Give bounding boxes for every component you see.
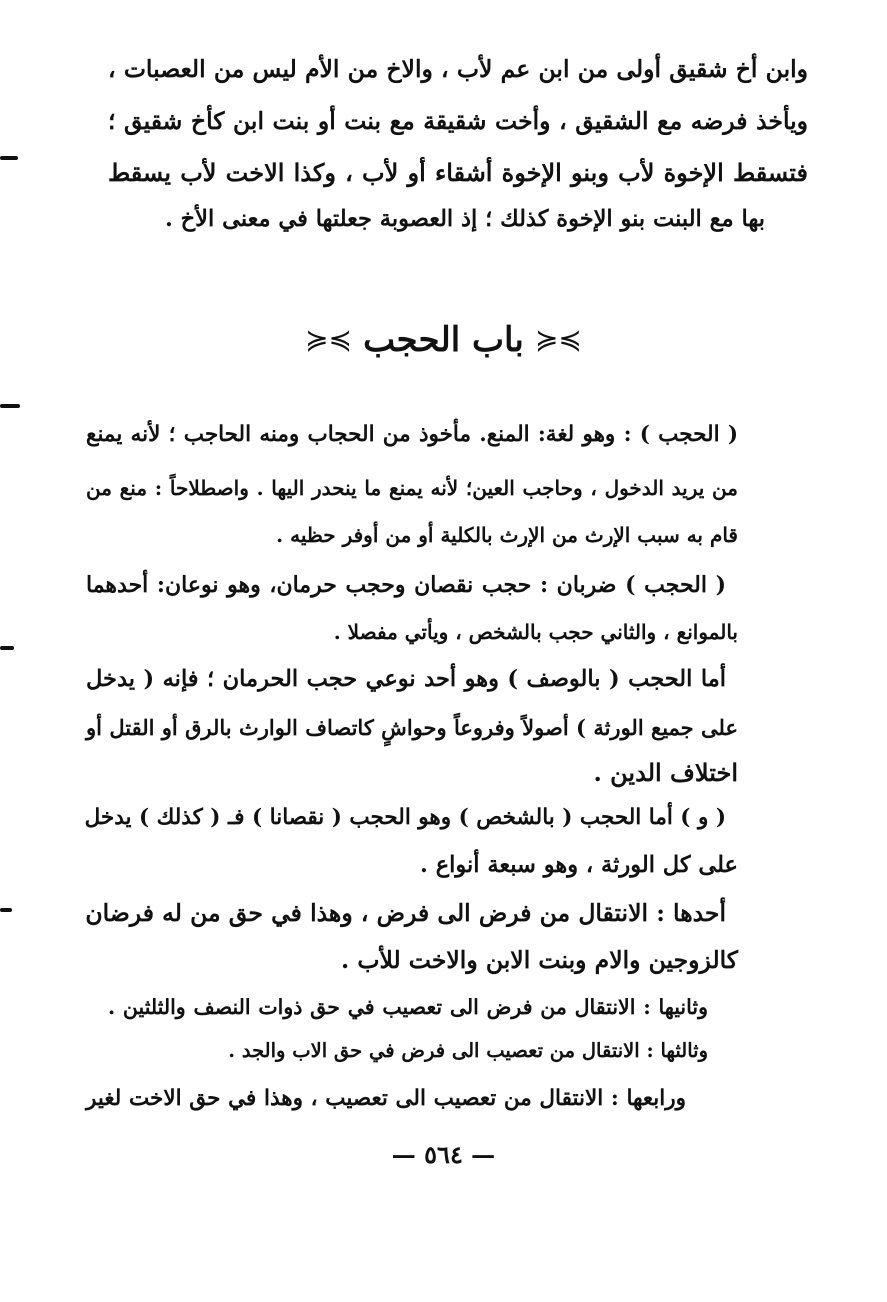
- binding-mark: [0, 646, 14, 650]
- text-line: ( الحجب ) ضربان : حجب نقصان وحجب حرمان، وهو نوعان: أحدهما: [86, 572, 726, 598]
- text-line: ( و ) أما الحجب ( بالشخص ) وهو الحجب ( نقصانا ) فـ ( كذلك ) يدخل: [84, 805, 726, 830]
- text-line: بها مع البنت بنو الإخوة كذلك ؛ إذ العصوبة جعلتها في معنى الأخ .: [164, 206, 765, 232]
- page-number: — ٥٦٤ —: [391, 1140, 496, 1169]
- text-line: وابن أخ شقيق أولى من ابن عم لأب ، والاخ من الأم ليس من العصبات ،: [108, 55, 808, 83]
- text-line: على كل الورثة ، وهو سبعة أنواع .: [420, 852, 738, 878]
- text-line: ( الحجب ) : وهو لغة: المنع. مأخوذ من الحجاب ومنه الحاجب ؛ لأنه يمنع: [86, 422, 738, 447]
- text-line: من يريد الدخول ، وحاجب العين؛ لأنه يمنع ما ينحدر اليها . واصطلاحاً : منع من: [86, 476, 738, 500]
- text-line: بالموانع ، والثاني حجب بالشخص ، ويأتي مفصلا .: [333, 620, 738, 644]
- text-line: فتسقط الإخوة لأب وبنو الإخوة أشقاء أو لأب ، وكذا الاخت لأب يسقط: [108, 158, 808, 187]
- ornament-left-icon: ≽≼: [305, 323, 353, 356]
- text-line: قام به سبب الإرث من الإرث بالكلية أو من أوفر حظيه .: [276, 523, 738, 547]
- binding-mark: [0, 156, 18, 160]
- section-title: باب الحجب: [363, 320, 524, 360]
- binding-mark: [0, 404, 20, 408]
- text-line: أما الحجب ( بالوصف ) وهو أحد نوعي حجب الحرمان ؛ فإنه ( يدخل: [86, 666, 726, 692]
- text-line: على جميع الورثة ) أصولاً وفروعاً وحواشٍ كاتصاف الوارث بالرق أو القتل أو: [86, 715, 738, 740]
- text-line: كالزوجين والام وبنت الابن والاخت للأب .: [340, 946, 738, 974]
- text-line: أحدها : الانتقال من فرض الى فرض ، وهذا في حق من له فرضان: [85, 899, 726, 927]
- text-line: ويأخذ فرضه مع الشقيق ، وأخت شقيقة مع بنت أو بنت ابن كأخ شقيق ؛: [108, 107, 808, 135]
- section-heading: [0, 318, 887, 362]
- binding-mark: [0, 908, 12, 912]
- text-line: وثانيها : الانتقال من فرض الى تعصيب في حق ذوات النصف والثلثين .: [108, 995, 708, 1019]
- ornament-right-icon: ≽≼: [534, 323, 582, 356]
- text-line: وثالثها : الانتقال من تعصيب الى فرض في حق الاب والجد .: [228, 1039, 708, 1062]
- text-line: ورابعها : الانتقال من تعصيب الى تعصيب ، وهذا في حق الاخت لغير: [86, 1086, 686, 1111]
- text-line: اختلاف الدين .: [593, 758, 738, 787]
